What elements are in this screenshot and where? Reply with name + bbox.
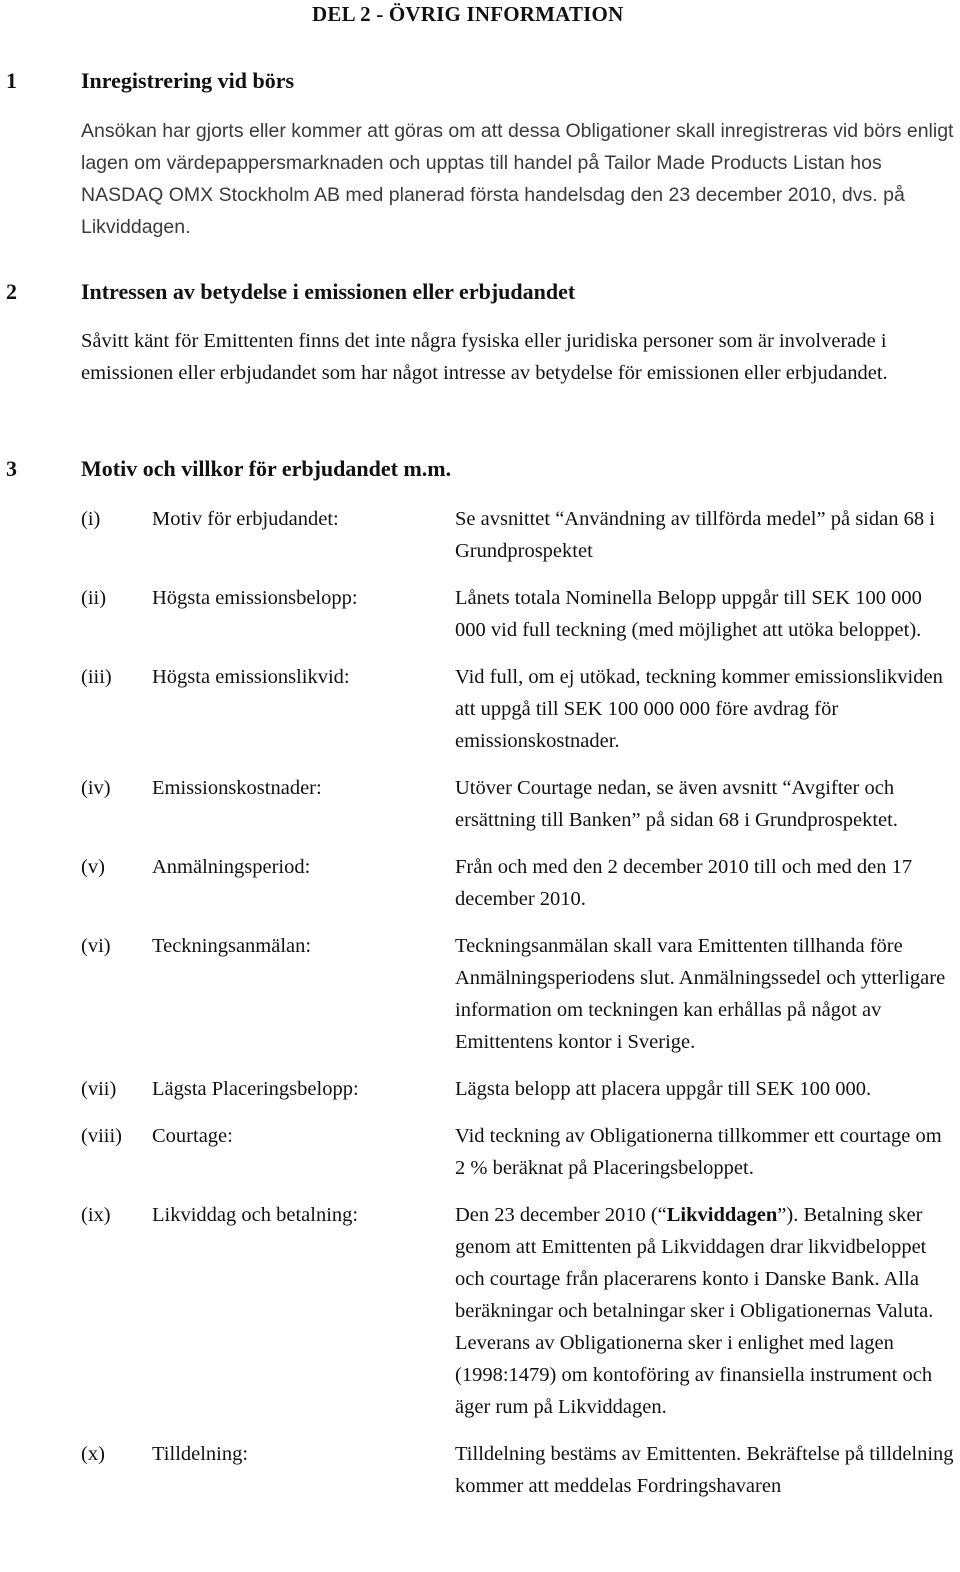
section-3-heading: [6, 456, 451, 482]
term-row-v: [81, 851, 960, 915]
term-label: Motiv för erbjudandet:: [152, 508, 339, 530]
section-2-body: Såvitt känt för Emittenten finns det inte några fysiska eller juridiska personer som är involverade i emissionen eller erbjudandet som har något intresse av betydelse för emissionen eller erbjudandet.: [81, 330, 888, 384]
term-label: Högsta emissionsbelopp:: [152, 587, 358, 609]
term-label: Courtage:: [152, 1125, 233, 1147]
term-number: (iii): [81, 666, 112, 688]
term-row-i: [81, 503, 960, 567]
section-1-number: 1: [6, 68, 17, 93]
term-number: (i): [81, 508, 101, 530]
term-label: Lägsta Placeringsbelopp:: [152, 1078, 359, 1100]
term-row-ii: [81, 582, 960, 646]
term-value-part: ”). Betalning sker genom att Emittenten på Likviddagen drar likvidbeloppet och courtage från placerarens konto i Danske Bank. Alla beräkningar och betalningar sker i Obligationernas Valuta. Leverans av Obligationerna sker i enlighet med lagen (1998:1479) om kontoföring av finansiella instrument och äger rum på Likviddagen.: [455, 1204, 934, 1418]
term-number: (vii): [81, 1078, 117, 1100]
section-2-title: Intressen av betydelse i emissionen eller erbjudandet: [81, 279, 576, 304]
term-value: Tilldelning bestäms av Emittenten. Bekräftelse på tilldelning kommer att meddelas Fordringshavaren: [455, 1443, 954, 1497]
term-label: Likviddag och betalning:: [152, 1204, 359, 1226]
terms-list: [81, 503, 960, 1517]
term-number: (vi): [81, 935, 111, 957]
term-row-ix: [81, 1199, 960, 1423]
term-value: Lägsta belopp att placera uppgår till SEK 100 000.: [455, 1078, 872, 1100]
section-2-number: 2: [6, 279, 17, 304]
term-value: Se avsnittet “Användning av tillförda medel” på sidan 68 i Grundprospektet: [455, 508, 935, 562]
term-number: (v): [81, 856, 105, 878]
term-row-x: [81, 1438, 960, 1502]
term-value-part: Den 23 december 2010 (“: [455, 1204, 667, 1226]
section-1-heading: [6, 68, 294, 94]
term-number: (ix): [81, 1204, 111, 1226]
section-2-heading: [6, 279, 575, 305]
term-row-iii: [81, 661, 960, 757]
term-label: Anmälningsperiod:: [152, 856, 311, 878]
term-number: (viii): [81, 1125, 122, 1147]
term-row-vi: [81, 930, 960, 1058]
term-label: Tilldelning:: [152, 1443, 249, 1465]
term-number: (x): [81, 1443, 105, 1465]
term-number: (ii): [81, 587, 107, 609]
defined-term-likviddagen: Likviddagen: [666, 1204, 778, 1226]
term-label: Högsta emissionslikvid:: [152, 666, 350, 688]
term-value: Teckningsanmälan skall vara Emittenten tillhanda före Anmälningsperiodens slut. Anmälningssedel och ytterligare information om teckningen kan erhållas på något av Emittentens kontor i Sverige.: [455, 935, 946, 1053]
term-value: Från och med den 2 december 2010 till och med den 17 december 2010.: [455, 856, 913, 910]
term-label: Teckningsanmälan:: [152, 935, 312, 957]
term-number: (iv): [81, 777, 111, 799]
term-label: Emissionskostnader:: [152, 777, 322, 799]
term-value: Lånets totala Nominella Belopp uppgår till SEK 100 000 000 vid full teckning (med möjlighet att utöka beloppet).: [455, 587, 922, 641]
term-value: Vid teckning av Obligationerna tillkommer ett courtage om 2 % beräknat på Placeringsbeloppet.: [455, 1125, 942, 1179]
term-value: Vid full, om ej utökad, teckning kommer emissionslikviden att uppgå till SEK 100 000 000 före avdrag för emissionskostnader.: [455, 666, 943, 752]
section-1-title: Inregistrering vid börs: [81, 68, 295, 93]
term-row-viii: [81, 1120, 960, 1184]
term-value: [455, 1199, 955, 1423]
term-value: Utöver Courtage nedan, se även avsnitt “Avgifter och ersättning till Banken” på sidan 68 i Grundprospektet.: [455, 777, 898, 831]
section-3-number: 3: [6, 456, 17, 481]
section-1-body: Ansökan har gjorts eller kommer att göras om att dessa Obligationer skall inregistreras vid börs enligt lagen om värdepappersmarknaden och upptas till handel på Tailor Made Products Listan hos NASDAQ OMX Stockholm AB med planerad första handelsdag den 23 december 2010, dvs. på Likviddagen.: [81, 120, 954, 238]
term-row-vii: [81, 1073, 960, 1105]
term-row-iv: [81, 772, 960, 836]
section-3-title: Motiv och villkor för erbjudandet m.m.: [81, 456, 452, 481]
part-title: DEL 2 - ÖVRIG INFORMATION: [312, 2, 624, 26]
